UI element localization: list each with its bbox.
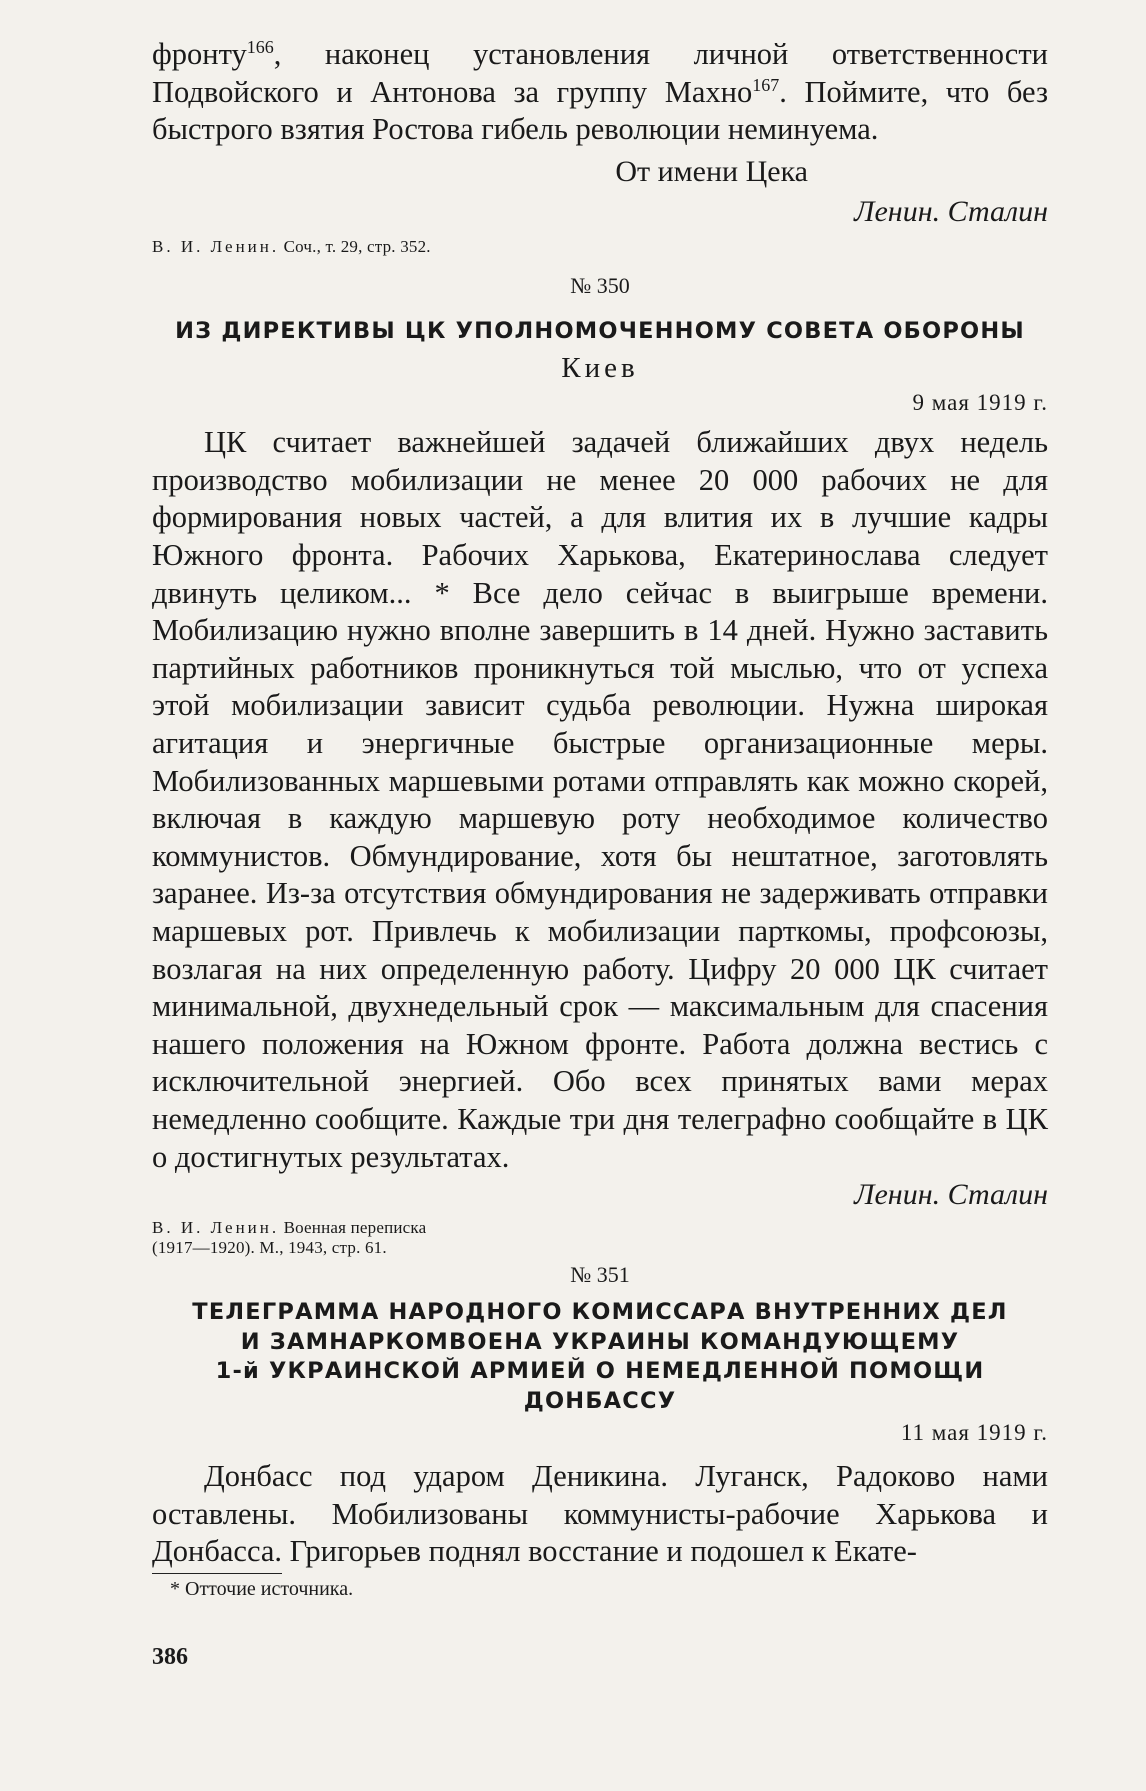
source-author: В. И. Ленин.	[152, 236, 280, 256]
footnote-ref-167: 167	[752, 74, 780, 95]
source-citation	[152, 237, 1048, 257]
doc-date: 9 мая 1919 г.	[912, 390, 1048, 416]
signatures: Ленин. Сталин	[854, 1178, 1048, 1212]
source-details: (1917—1920). М., 1943, стр. 61.	[152, 1238, 387, 1258]
doc-title	[152, 1298, 1048, 1416]
source-details: Военная переписка	[279, 1218, 427, 1238]
footnote-ref-166: 166	[246, 36, 274, 57]
intro-text: фронту	[152, 37, 247, 71]
doc-title-line: 1-й УКРАИНСКОЙ АРМИЕЙ О НЕМЕДЛЕННОЙ ПОМОЩИ	[215, 1358, 985, 1385]
doc-title-line: ТЕЛЕГРАММА НАРОДНОГО КОМИССАРА ВНУТРЕННИХ ДЕЛ	[192, 1299, 1008, 1326]
doc-body: Донбасс под ударом Деникина. Луганск, Радоково нами оставлены. Мобилизованы коммунисты-рабочие Харькова и Донбасса. Григорьев поднял восстание и подошел к Екате-	[152, 1459, 1048, 1569]
intro-text: , наконец установления личной ответственности Подвойского и Антонова за группу Махно	[152, 37, 1048, 109]
doc-body: ЦК считает важнейшей задачей ближайших двух недель производство мобилизации не менее 20 000 рабочих не для формирования новых частей, а для влития их в лучшие кадры Южного фронта. Рабочих Харькова, Екатеринослава следует двинуть целиком... * Все дело сейчас в выигрыше времени. Мобилизацию нужно вполне завершить в 14 дней. Нужно заставить партийных работников проникнуться той мыслью, что от успеха этой мобилизации зависит судьба революции. Нужна широкая агитация и энергичные быстрые организационные меры. Мобилизованных маршевыми ротами отправлять как можно скорей, включая в каждую маршевую роту необходимое количество коммунистов. Обмундирование, хотя бы нештатное, заготовлять заранее. Из-за отсутствия обмундирования не задерживать отправки маршевых рот. Привлечь к мобилизации парткомы, профсоюзы, возлагая на них определенную работу. Цифру 20 000 ЦК считает минимальной, двухнедельный срок — максимальным для спасения нашего положения на Южном фронте. Работа должна вестись с исключительной энергией. Обо всех принятых вами мерах немедленно сообщите. Каждые три дня телеграфно сообщайте в ЦК о достигнутых результатах.	[152, 425, 1048, 1174]
signatures: Ленин. Сталин	[854, 194, 1048, 228]
doc-place: Киев	[561, 352, 639, 385]
page-number: 386	[152, 1643, 188, 1670]
signoff: От имени Цека	[615, 154, 808, 188]
intro-text: . Поймите, что без быстрого взятия Ростова гибель революции неминуема.	[152, 74, 1048, 147]
source-citation	[152, 1218, 1048, 1258]
intro-paragraph	[152, 36, 1048, 149]
doc-date: 11 мая 1919 г.	[900, 1420, 1048, 1446]
source-author: В. И. Ленин.	[152, 1218, 280, 1238]
doc-number: № 350	[570, 272, 630, 298]
doc-title-line: ДОНБАССУ	[523, 1387, 677, 1414]
footnote: * Отточие источника.	[170, 1577, 354, 1600]
page	[152, 36, 1048, 1671]
doc-title: ИЗ ДИРЕКТИВЫ ЦК УПОЛНОМОЧЕННОМУ СОВЕТА ОБОРОНЫ	[175, 317, 1025, 344]
source-details: Соч., т. 29, стр. 352.	[279, 236, 431, 256]
doc-title-line: И ЗАМНАРКОМВОЕНА УКРАИНЫ КОМАНДУЮЩЕМУ	[240, 1328, 960, 1355]
doc-number: № 351	[570, 1262, 630, 1288]
